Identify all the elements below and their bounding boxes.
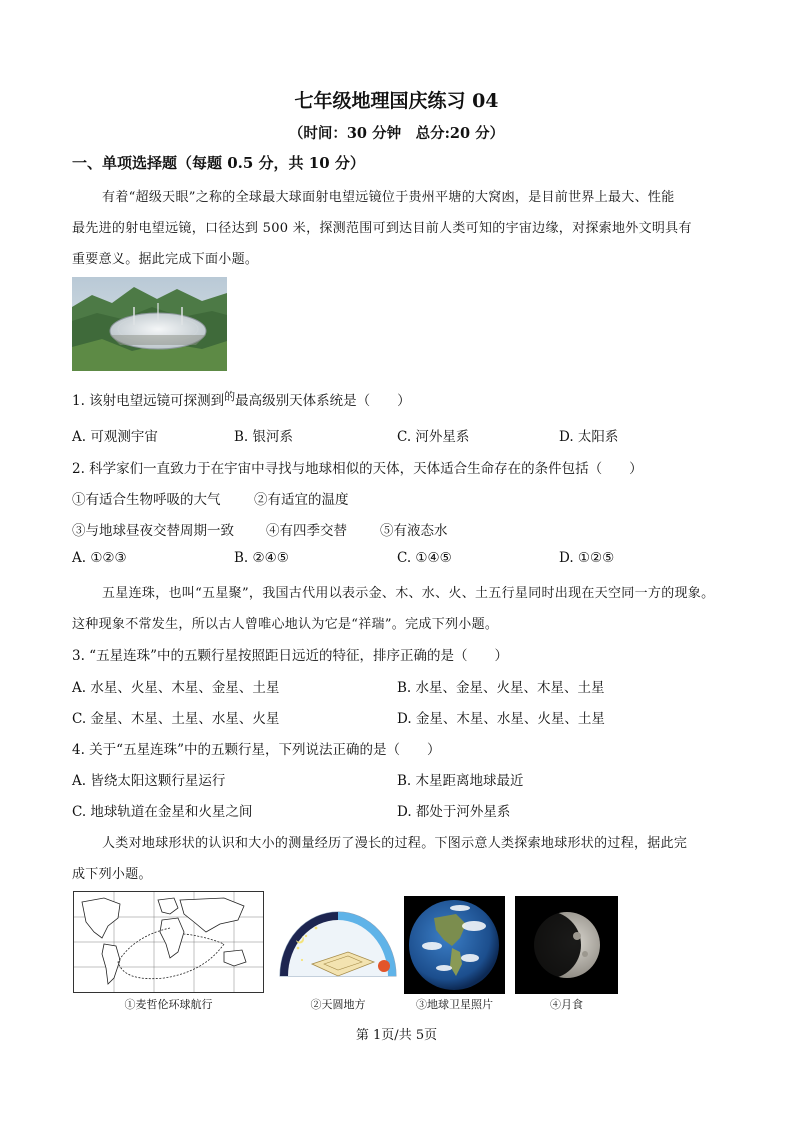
- q3-option-a[interactable]: A. 水星、火星、木星、金星、土星: [72, 680, 280, 696]
- q4-option-c[interactable]: C. 地球轨道在金星和火星之间: [72, 804, 253, 820]
- passage3-line1: 人类对地球形状的认识和大小的测量经历了漫长的过程。下图示意人类探索地球形状的过程，据此完: [102, 836, 688, 851]
- q2-item-3: ③与地球昼夜交替周期一致: [72, 523, 234, 539]
- q1-option-a[interactable]: A. 可观测宇宙: [72, 429, 158, 445]
- passage1-line3: 重要意义。据此完成下面小题。: [72, 252, 259, 267]
- q2-option-a[interactable]: A. ①②③: [72, 550, 127, 566]
- figure-caption-4: ④月食: [550, 998, 583, 1011]
- q3-option-b[interactable]: B. 水星、金星、火星、木星、土星: [397, 680, 605, 696]
- figure-caption-2: ②天圆地方: [310, 998, 366, 1011]
- q2-item-5: ⑤有液态水: [380, 523, 448, 539]
- q1-stem-text: 1. 该射电望远镜可探测到: [72, 393, 225, 409]
- q2-option-c[interactable]: C. ①④⑤: [397, 550, 452, 566]
- sky-dome-figure: [276, 900, 400, 986]
- q1-option-c[interactable]: C. 河外星系: [397, 429, 470, 445]
- earth-photo-figure: [404, 896, 505, 994]
- q2-option-b[interactable]: B. ②④⑤: [234, 550, 289, 566]
- question-4-stem: 4. 关于“五星连珠”中的五颗行星，下列说法正确的是（ ）: [72, 742, 441, 758]
- q2-option-d[interactable]: D. ①②⑤: [559, 550, 615, 566]
- passage1-line1: 有着“超级天眼”之称的全球最大球面射电望远镜位于贵州平塘的大窝凼，是目前世界上最大、性能: [102, 190, 675, 205]
- q2-item-4: ④有四季交替: [266, 523, 347, 539]
- question-1-stem: [72, 389, 411, 409]
- q1-stem-text-end: 最高级别天体系统是（ ）: [235, 393, 411, 409]
- q1-option-b[interactable]: B. 银河系: [234, 429, 294, 445]
- passage2-line2: 这种现象不常发生，所以古人曾唯心地认为它是“祥瑞”。完成下列小题。: [72, 617, 499, 632]
- page-title: 七年级地理国庆练习 04: [294, 90, 499, 112]
- lunar-eclipse-figure: [515, 896, 618, 994]
- q2-item-1: ①有适合生物呼吸的大气: [72, 492, 221, 508]
- question-2-stem: 2. 科学家们一直致力于在宇宙中寻找与地球相似的天体，天体适合生命存在的条件包括（ ）: [72, 461, 643, 477]
- passage3-line2: 成下列小题。: [72, 867, 152, 882]
- passage1-line2: 最先进的射电望远镜，口径达到 500 米，探测范围可到达目前人类可知的宇宙边缘，对探索地外文明具有: [72, 221, 692, 236]
- q3-option-d[interactable]: D. 金星、木星、水星、火星、土星: [397, 711, 605, 727]
- q1-stem-superscript: 的: [224, 390, 236, 403]
- q3-option-c[interactable]: C. 金星、木星、土星、水星、火星: [72, 711, 280, 727]
- q1-option-d[interactable]: D. 太阳系: [559, 429, 619, 445]
- exam-info: （时间：30 分钟 总分:20 分）: [288, 125, 505, 142]
- q4-option-d[interactable]: D. 都处于河外星系: [397, 804, 511, 820]
- page-number: 第 1页/共 5页: [355, 1028, 438, 1043]
- world-map-figure: [73, 891, 264, 993]
- passage2-line1: 五星连珠，也叫“五星聚”，我国古代用以表示金、木、水、火、土五行星同时出现在天空同一方的现象。: [102, 586, 715, 601]
- question-3-stem: 3. “五星连珠”中的五颗行星按照距日远近的特征，排序正确的是（ ）: [72, 648, 508, 664]
- q4-option-a[interactable]: A. 皆绕太阳这颗行星运行: [72, 773, 226, 789]
- q4-option-b[interactable]: B. 木星距离地球最近: [397, 773, 524, 789]
- telescope-photo: [72, 277, 227, 371]
- section-heading: 一、单项选择题（每题 0.5 分，共 10 分）: [72, 154, 365, 172]
- figure-caption-1: ①麦哲伦环球航行: [124, 998, 213, 1011]
- figure-caption-3: ③地球卫星照片: [416, 998, 493, 1011]
- q2-item-2: ②有适宜的温度: [254, 492, 349, 508]
